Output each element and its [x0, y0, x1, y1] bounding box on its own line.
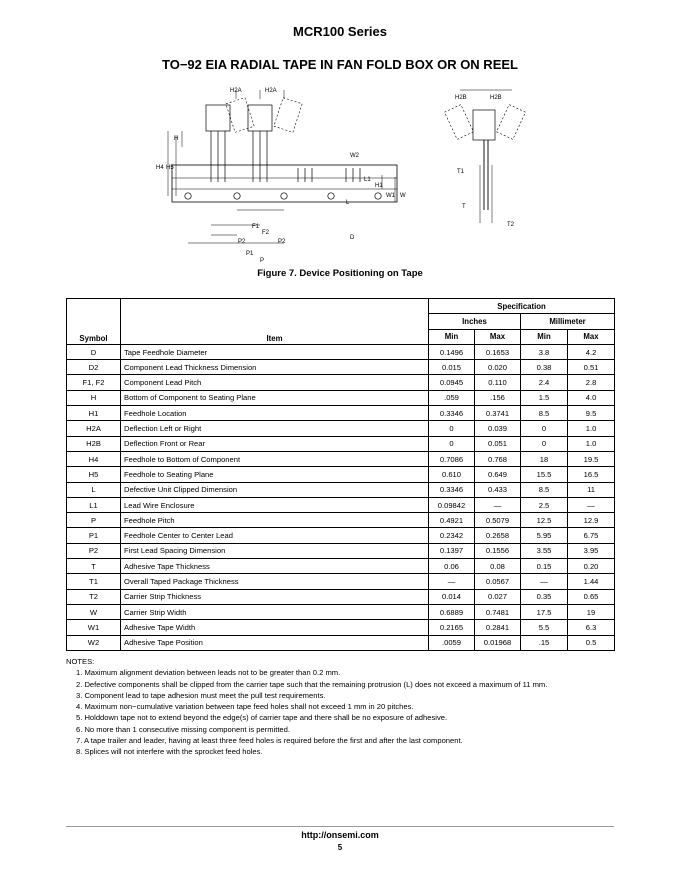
symbol-cell: T1 [67, 574, 121, 589]
item-cell: First Lead Spacing Dimension [121, 543, 429, 558]
symbol-cell: P [67, 513, 121, 528]
millimeter-max-cell: 4.2 [568, 344, 615, 359]
inches-min-cell: 0.1496 [429, 344, 475, 359]
device-positioning-figure [150, 85, 540, 265]
inches-max-cell: 0.020 [475, 360, 521, 375]
millimeter-max-cell: 12.9 [568, 513, 615, 528]
inches-max-cell: 0.649 [475, 467, 521, 482]
symbol-cell: H [67, 390, 121, 405]
label-p2: P2 [238, 239, 246, 245]
millimeter-min-cell: 8.5 [521, 406, 568, 421]
symbol-cell: H2B [67, 436, 121, 451]
millimeter-min-cell: 5.95 [521, 528, 568, 543]
label-h2a: H2A [265, 88, 277, 94]
unit-header-inches: Inches [429, 314, 521, 329]
label-h2b: H2B [490, 95, 502, 101]
item-cell: Bottom of Component to Seating Plane [121, 390, 429, 405]
symbol-cell: D2 [67, 360, 121, 375]
millimeter-min-cell: 0.15 [521, 559, 568, 574]
inches-max-cell: 0.2841 [475, 620, 521, 635]
inches-min-cell: .059 [429, 390, 475, 405]
column-header-min: Min [429, 329, 475, 344]
note-item: 5. Holddown tape not to extend beyond the edge(s) of carrier tape and there shall be no exposure of adhesive. [76, 713, 448, 723]
item-cell: Adhesive Tape Position [121, 635, 429, 650]
note-item: 7. A tape trailer and leader, having at least three feed holes is required before the first and after the last component. [76, 736, 463, 746]
symbol-cell: H2A [67, 421, 121, 436]
millimeter-min-cell: 12.5 [521, 513, 568, 528]
millimeter-min-cell: .15 [521, 635, 568, 650]
millimeter-min-cell: 0.35 [521, 589, 568, 604]
millimeter-min-cell: 5.5 [521, 620, 568, 635]
millimeter-max-cell: — [568, 497, 615, 512]
label-l: L [346, 200, 350, 206]
inches-max-cell: .156 [475, 390, 521, 405]
millimeter-min-cell: 18 [521, 451, 568, 466]
dimension-lines [168, 90, 395, 243]
millimeter-min-cell: 0 [521, 436, 568, 451]
label-p2: P2 [278, 239, 286, 245]
millimeter-max-cell: 9.5 [568, 406, 615, 421]
note-item: 2. Defective components shall be clipped from the carrier tape such that the remaining protrusion (L) does not exceed a maximum of 11 mm. [76, 679, 548, 689]
symbol-cell: T2 [67, 589, 121, 604]
label-t: T [462, 204, 466, 210]
inches-min-cell: 0.015 [429, 360, 475, 375]
millimeter-min-cell: 0 [521, 421, 568, 436]
inches-min-cell: 0.09842 [429, 497, 475, 512]
label-l1: L1 [364, 177, 371, 183]
item-cell: Feedhole to Bottom of Component [121, 451, 429, 466]
symbol-cell: P2 [67, 543, 121, 558]
item-cell: Deflection Left or Right [121, 421, 429, 436]
label-w1: W1 [386, 193, 395, 199]
column-header-min: Min [521, 329, 568, 344]
inches-min-cell: 0.0945 [429, 375, 475, 390]
inches-min-cell: .0059 [429, 635, 475, 650]
label-f1: F1 [252, 224, 260, 230]
millimeter-max-cell: 1.44 [568, 574, 615, 589]
label-d: D [350, 235, 355, 241]
symbol-cell: T [67, 559, 121, 574]
document-header-title: MCR100 Series [293, 24, 387, 39]
table-row [67, 635, 615, 650]
item-cell: Adhesive Tape Thickness [121, 559, 429, 574]
item-cell: Carrier Strip Width [121, 604, 429, 619]
inches-min-cell: 0.06 [429, 559, 475, 574]
notes-section [66, 656, 626, 758]
inches-max-cell: 0.433 [475, 482, 521, 497]
note-item: 3. Component lead to tape adhesion must meet the pull test requirements. [76, 690, 326, 700]
table-row [67, 344, 615, 359]
millimeter-max-cell: 3.95 [568, 543, 615, 558]
item-cell: Feedhole Center to Center Lead [121, 528, 429, 543]
label-h4: H4 [156, 165, 164, 171]
inches-min-cell: — [429, 574, 475, 589]
unit-header-millimeter: Millimeter [521, 314, 615, 329]
feedhole-row [185, 193, 381, 199]
millimeter-min-cell: 8.5 [521, 482, 568, 497]
table-row [67, 360, 615, 375]
item-cell: Component Lead Thickness Dimension [121, 360, 429, 375]
symbol-cell: H1 [67, 406, 121, 421]
inches-min-cell: 0.3346 [429, 406, 475, 421]
table-row [67, 390, 615, 405]
inches-min-cell: 0.1397 [429, 543, 475, 558]
note-item: 4. Maximum non−cumulative variation between tape feed holes shall not exceed 1 mm in 20 pitches. [76, 702, 414, 712]
inches-min-cell: 0 [429, 421, 475, 436]
inches-min-cell: 0.6889 [429, 604, 475, 619]
component-front-view [206, 98, 360, 182]
tape-diagram [150, 85, 540, 265]
label-h2b: H2B [455, 95, 467, 101]
label-w: W [400, 193, 406, 199]
item-cell: Feedhole Location [121, 406, 429, 421]
inches-min-cell: 0.7086 [429, 451, 475, 466]
item-cell: Lead Wire Enclosure [121, 497, 429, 512]
page-number: 5 [337, 843, 343, 852]
millimeter-max-cell: 6.3 [568, 620, 615, 635]
millimeter-max-cell: 0.20 [568, 559, 615, 574]
item-cell: Tape Feedhole Diameter [121, 344, 429, 359]
table-row [67, 451, 615, 466]
note-item: 8. Splices will not interfere with the sprocket feed holes. [76, 747, 263, 757]
item-cell: Component Lead Pitch [121, 375, 429, 390]
inches-max-cell: 0.110 [475, 375, 521, 390]
inches-min-cell: 0.2165 [429, 620, 475, 635]
inches-min-cell: 0.3346 [429, 482, 475, 497]
item-cell: Carrier Strip Thickness [121, 589, 429, 604]
inches-max-cell: 0.0567 [475, 574, 521, 589]
notes-title: NOTES: [66, 657, 95, 666]
item-cell: Feedhole Pitch [121, 513, 429, 528]
millimeter-min-cell: — [521, 574, 568, 589]
millimeter-max-cell: 0.65 [568, 589, 615, 604]
inches-min-cell: 0.2342 [429, 528, 475, 543]
millimeter-max-cell: 0.51 [568, 360, 615, 375]
inches-max-cell: 0.2658 [475, 528, 521, 543]
table-row [67, 436, 615, 451]
inches-max-cell: 0.768 [475, 451, 521, 466]
table-row [67, 589, 615, 604]
millimeter-max-cell: 1.0 [568, 436, 615, 451]
symbol-cell: H4 [67, 451, 121, 466]
label-w2: W2 [350, 153, 359, 159]
inches-max-cell: 0.051 [475, 436, 521, 451]
inches-max-cell: — [475, 497, 521, 512]
millimeter-min-cell: 2.5 [521, 497, 568, 512]
inches-max-cell: 0.7481 [475, 604, 521, 619]
table-row [67, 497, 615, 512]
millimeter-min-cell: 3.8 [521, 344, 568, 359]
symbol-cell: L1 [67, 497, 121, 512]
inches-max-cell: 0.5079 [475, 513, 521, 528]
millimeter-max-cell: 1.0 [568, 421, 615, 436]
millimeter-min-cell: 0.38 [521, 360, 568, 375]
label-h: H [174, 136, 179, 142]
inches-min-cell: 0.014 [429, 589, 475, 604]
symbol-cell: W1 [67, 620, 121, 635]
symbol-cell: F1, F2 [67, 375, 121, 390]
label-h1: H1 [375, 183, 383, 189]
millimeter-min-cell: 3.55 [521, 543, 568, 558]
label-t1: T1 [457, 169, 465, 175]
column-header-max: Max [475, 329, 521, 344]
footer-url: http://onsemi.com [301, 830, 379, 840]
table-row [67, 528, 615, 543]
column-header-symbol: Symbol [67, 299, 121, 345]
column-header-max: Max [568, 329, 615, 344]
symbol-cell: W2 [67, 635, 121, 650]
inches-min-cell: 0.610 [429, 467, 475, 482]
label-p: P [260, 258, 265, 264]
millimeter-min-cell: 2.4 [521, 375, 568, 390]
symbol-cell: W [67, 604, 121, 619]
item-cell: Defective Unit Clipped Dimension [121, 482, 429, 497]
table-row [67, 467, 615, 482]
inches-max-cell: 0.1653 [475, 344, 521, 359]
inches-max-cell: 0.3741 [475, 406, 521, 421]
inches-min-cell: 0 [429, 436, 475, 451]
millimeter-max-cell: 0.5 [568, 635, 615, 650]
figure-caption: Figure 7. Device Positioning on Tape [257, 268, 423, 279]
page-heading: TO−92 EIA RADIAL TAPE IN FAN FOLD BOX OR ON REEL [162, 57, 518, 72]
table-row [67, 604, 615, 619]
table-row [67, 406, 615, 421]
label-p1: P1 [246, 251, 254, 257]
symbol-cell: P1 [67, 528, 121, 543]
label-t2: T2 [507, 222, 515, 228]
item-cell: Overall Taped Package Thickness [121, 574, 429, 589]
label-f2: F2 [262, 230, 270, 236]
millimeter-max-cell: 2.8 [568, 375, 615, 390]
millimeter-max-cell: 19 [568, 604, 615, 619]
millimeter-max-cell: 6.75 [568, 528, 615, 543]
note-item: 6. No more than 1 consecutive missing component is permitted. [76, 724, 290, 734]
label-h2a: H2A [230, 88, 242, 94]
footer-divider [66, 826, 614, 827]
inches-max-cell: 0.1556 [475, 543, 521, 558]
millimeter-min-cell: 1.5 [521, 390, 568, 405]
specification-group-header: Specification [429, 299, 615, 314]
inches-max-cell: 0.027 [475, 589, 521, 604]
table-row [67, 559, 615, 574]
millimeter-min-cell: 15.5 [521, 467, 568, 482]
symbol-cell: L [67, 482, 121, 497]
millimeter-max-cell: 11 [568, 482, 615, 497]
table-row [67, 620, 615, 635]
item-cell: Adhesive Tape Width [121, 620, 429, 635]
specification-table-body [67, 344, 615, 650]
table-row [67, 375, 615, 390]
label-h5: H5 [166, 165, 174, 171]
table-row [67, 574, 615, 589]
table-row [67, 482, 615, 497]
note-item: 1. Maximum alignment deviation between leads not to be greater than 0.2 mm. [76, 668, 341, 678]
item-cell: Deflection Front or Rear [121, 436, 429, 451]
inches-min-cell: 0.4921 [429, 513, 475, 528]
item-cell: Feedhole to Seating Plane [121, 467, 429, 482]
inches-max-cell: 0.08 [475, 559, 521, 574]
table-row [67, 543, 615, 558]
millimeter-max-cell: 4.0 [568, 390, 615, 405]
component-side-view [445, 90, 526, 223]
column-header-item: Item [121, 299, 429, 345]
symbol-cell: D [67, 344, 121, 359]
table-row [67, 421, 615, 436]
millimeter-min-cell: 17.5 [521, 604, 568, 619]
specification-table [66, 298, 615, 651]
millimeter-max-cell: 16.5 [568, 467, 615, 482]
symbol-cell: H5 [67, 467, 121, 482]
inches-max-cell: 0.039 [475, 421, 521, 436]
millimeter-max-cell: 19.5 [568, 451, 615, 466]
inches-max-cell: 0.01968 [475, 635, 521, 650]
table-row [67, 513, 615, 528]
notes-list [66, 667, 626, 757]
